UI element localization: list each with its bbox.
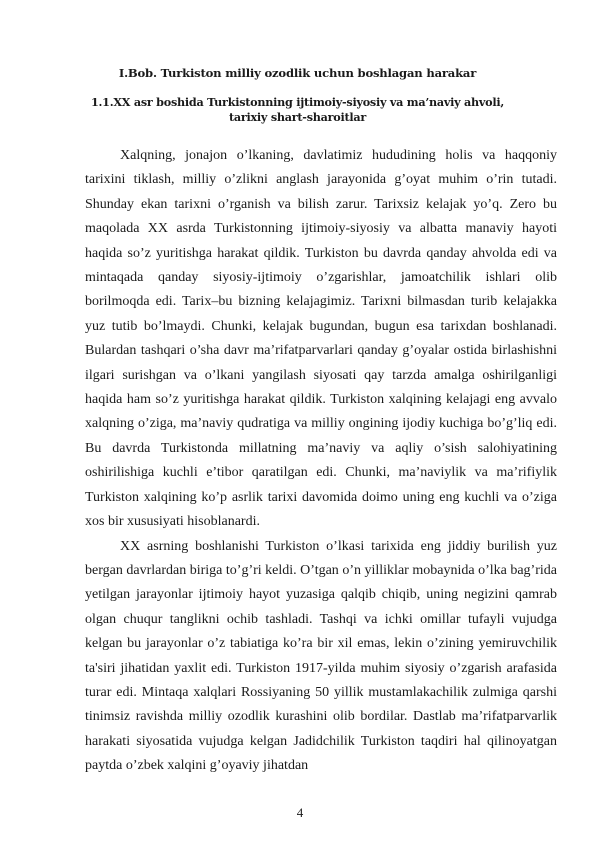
document-body — [85, 144, 557, 779]
body-paragraph: XX asrning boshlanishi Turkiston o’lkasi tarixida eng jiddiy burilish yuz bergan davrlardan biriga to’g’ri keldi. O’tgan o’n yilliklar mobaynida o’lka bag’rida yetilgan jarayonlar ijtimoiy hayot yuzasiga qalqib chiqib, uning negizini qamrab olgan chuqur tanglikni ochib tashladi. Tashqi va ichki omillar tufayli vujudga kelgan bu jarayonlar o’z tabiatiga ko’ra bir xil emas, lekin o’zining yemiruvchilik ta'siri jihatidan yaxlit edi. Turkiston 1917-yilda muhim siyosiy o’zgarish arafasida turar edi. Mintaqa xalqlari Rossiyaning 50 yillik mustamlakachilik zulmiga qarshi tinimsiz ravishda milliy ozodlik kurashini olib bordilar. Dastlab ma’rifatparvarlik harakati siyosatida vujudga kelgan Jadidchilik Turkiston taqdiri hal qilinoyatgan paytda o’zbek xalqini g’oyaviy jihatdan — [85, 538, 557, 774]
section-title: 1.1.XX asr boshida Turkistonning ijtimoiy-siyosiy va ma’naviy ahvoli, tarixiy shart-sharoitlar — [90, 95, 504, 124]
page-number: 4 — [296, 805, 304, 820]
body-paragraph: Xalqning, jonajon o’lkaning, davlatimiz hududining holis va haqqoniy tarixini tiklash, milliy o’zlikni anglash jarayonida g’oyat muhim o’rin tutadi. Shunday ekan tarixni o’rganish va bilish zarur. Tarixsiz kelajak yo’q. Zero bu maqolada XX asrda Turkistonning ijtimoiy-siyosiy va albatta manaviy hayoti haqida so’z yuritishga harakat qildik. Turkiston bu davrda qanday ahvolda edi va mintaqada qanday siyosiy-ijtimoiy o’zgarishlar, jamoatchilik ishlari olib borilmoqda edi. Tarix–bu bizning kelajagimiz. Tarixni bilmasdan turib kelajakka yuz tutib bo’lmaydi. Chunki, kelajak bugundan, bugun esa tarixdan boshlanadi. Bulardan tashqari o’sha davr ma’rifatparvarlari qanday g’oyalar ostida birlashishni ilgari surishgan va o’lkani yangilash siyosati qay tarzda amalga oshirilganligi haqida ham so’z yuritishga harakat qildik. Turkiston xalqining kelajagi eng avvalo xalqning o’ziga, ma’naviy qudratiga va milliy ongining ijodiy kuchiga bo’g’liq edi. Bu davrda Turkistonda millatning ma’naviy va aqliy o’sish salohiyatining oshirilishiga kuchli e’tibor qaratilgan edi. Chunki, ma’naviylik va ma’rifiylik Turkiston xalqining ko’p asrlik tarixi davomida doimo uning eng kuchli va o’ziga xos bir xususiyati hisoblanardi. — [85, 148, 557, 530]
chapter-title: I.Bob. Turkiston milliy ozodlik uchun boshlagan harakar — [118, 66, 477, 80]
